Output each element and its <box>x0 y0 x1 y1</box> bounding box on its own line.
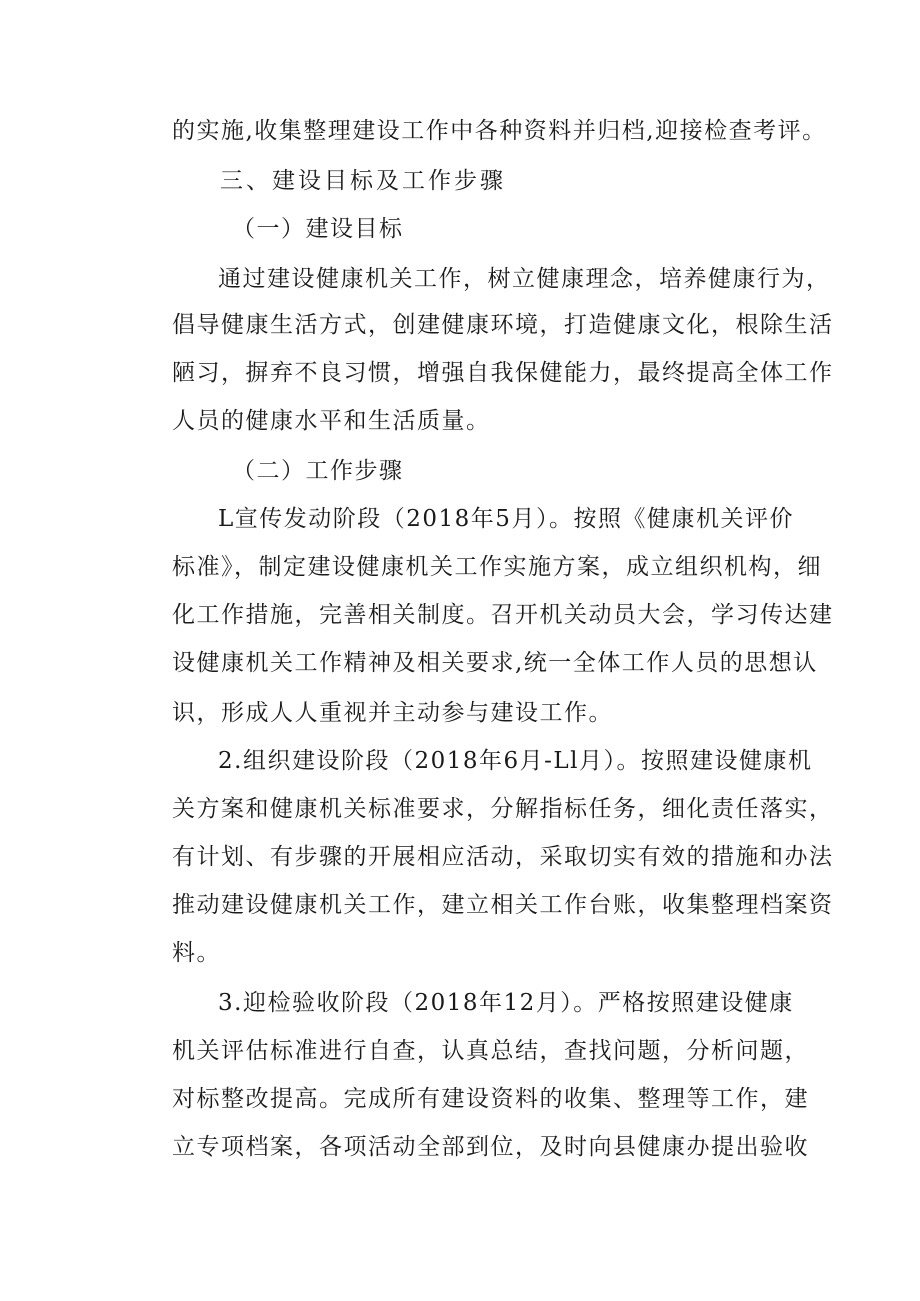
paragraph-line: 推动建设健康机关工作，建立相关工作台账，收集整理档案资 <box>172 892 834 918</box>
subsection-heading: （二）工作步骤 <box>232 458 404 484</box>
paragraph-line: 有计划、有步骤的开展相应活动，采取切实有效的措施和办法 <box>172 844 834 870</box>
text-line: 的实施,收集整理建设工作中各种资料并归档,迎接检查考评。 <box>172 118 827 144</box>
paragraph-line: 化工作措施，完善相关制度。召开机关动员大会，学习传达建 <box>172 602 834 628</box>
paragraph-line: 通过建设健康机关工作，树立健康理念，培养健康行为， <box>218 266 831 292</box>
paragraph-line: 倡导健康生活方式，创建健康环境，打造健康文化，根除生活 <box>172 312 834 338</box>
paragraph-line: 料。 <box>172 940 221 966</box>
paragraph-line: 关方案和健康机关标准要求，分解指标任务，细化责任落实， <box>172 796 834 822</box>
subsection-heading: （一）建设目标 <box>232 216 404 242</box>
paragraph-line: 立专项档案，各项活动全部到位，及时向县健康办提出验收 <box>172 1134 809 1160</box>
paragraph-line: 人员的健康水平和生活质量。 <box>172 408 491 434</box>
paragraph-line: 标准》，制定建设健康机关工作实施方案，成立组织机构，细 <box>172 554 822 580</box>
paragraph-line: 陋习，摒弃不良习惯，增强自我保健能力，最终提高全体工作 <box>172 360 834 386</box>
paragraph-line: 设健康机关工作精神及相关要求,统一全体工作人员的思想认 <box>172 650 818 676</box>
paragraph-line: 2.组织建设阶段（2018年6月-Ll月）。按照建设健康机 <box>218 748 813 774</box>
paragraph-line: 3.迎检验收阶段（2018年12月）。严格按照建设健康 <box>218 990 794 1016</box>
paragraph-line: 对标整改提高。完成所有建设资料的收集、整理等工作，建 <box>172 1086 809 1112</box>
section-heading: 三、建设目标及工作步骤 <box>220 168 506 194</box>
paragraph-line: L宣传发动阶段（2018年5月）。按照《健康机关评价 <box>218 506 794 532</box>
paragraph-line: 识，形成人人重视并主动参与建设工作。 <box>172 700 613 726</box>
paragraph-line: 机关评估标准进行自查，认真总结，查找问题，分析问题， <box>172 1038 809 1064</box>
